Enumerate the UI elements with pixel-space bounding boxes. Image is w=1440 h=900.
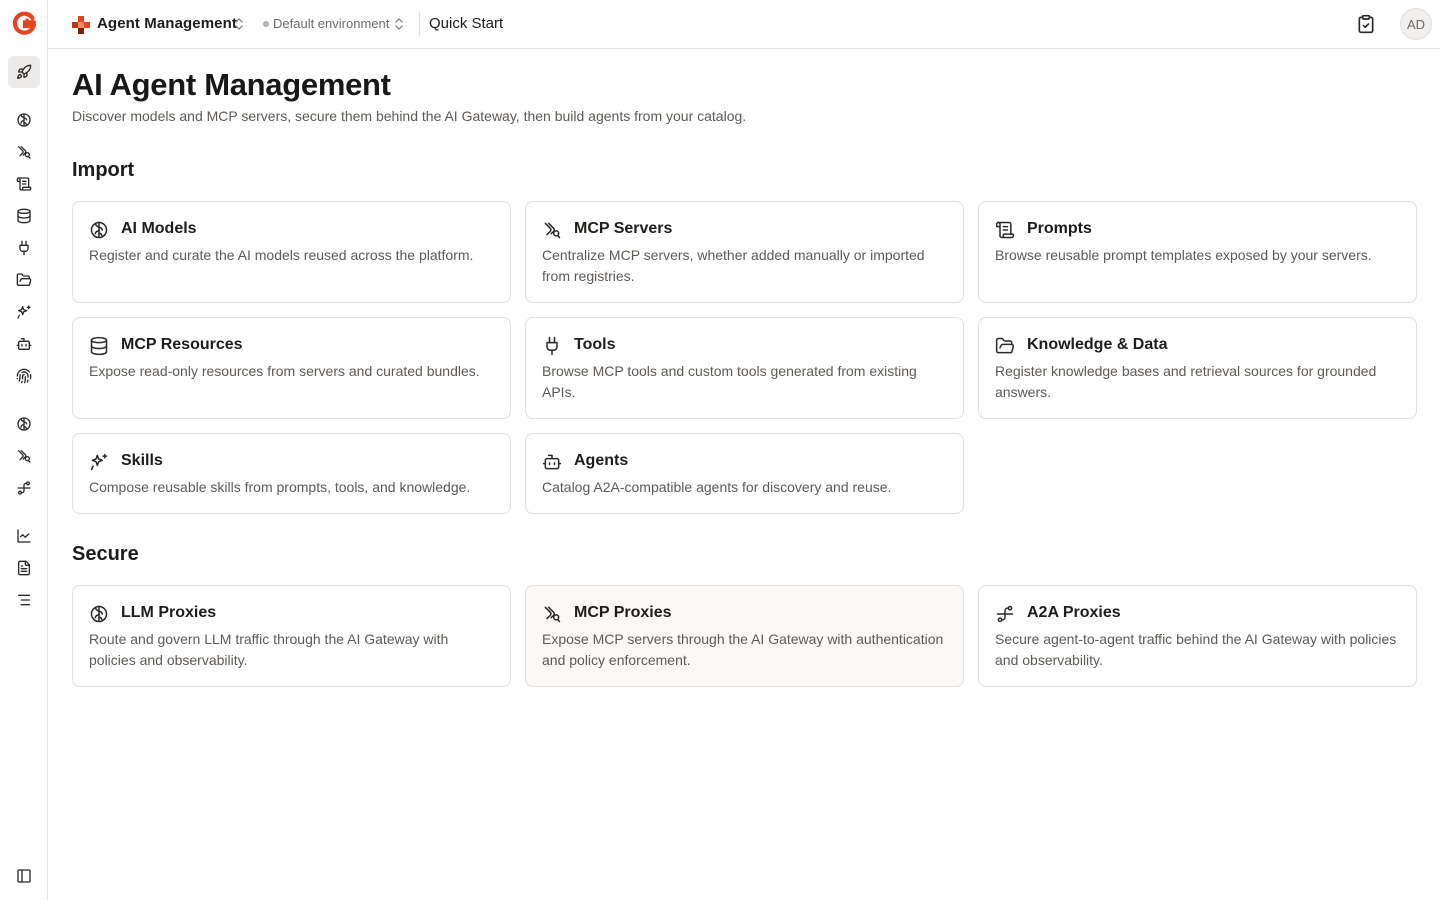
card-description: Catalog A2A-compatible agents for discovery and reuse. [542,479,892,495]
card-title: AI Models [121,220,197,237]
card-a2a-proxies[interactable] [978,585,1417,687]
card-mcp-servers[interactable] [525,201,964,303]
card-description: Centralize MCP servers, whether added manually or imported from registries. [542,247,925,284]
sidebar [0,0,48,900]
card-ai-models[interactable] [72,201,511,303]
environment-switcher[interactable]: Default environment [273,16,390,31]
database-icon [16,208,32,224]
mcp-server-icon [16,448,32,464]
card-description: Route and govern LLM traffic through the AI Gateway with policies and observability. [89,631,449,668]
card-title: Knowledge & Data [1027,336,1168,353]
mcp-server-icon [542,604,562,624]
card-mcp-proxies[interactable] [525,585,964,687]
card-title: MCP Resources [121,336,243,353]
scroll-icon [16,176,32,192]
product-switcher[interactable]: Agent Management [97,15,237,32]
brain-icon [16,416,32,432]
plug-icon [542,336,562,356]
card-title: MCP Proxies [574,604,672,621]
card-skills[interactable] [72,433,511,514]
card-title: Agents [574,452,629,469]
app-logo[interactable] [12,11,36,35]
card-description: Secure agent-to-agent traffic behind the AI Gateway with policies and observability. [995,631,1397,668]
card-description: Expose MCP servers through the AI Gateway with authentication and policy enforcement. [542,631,944,668]
sidebar-item-mcp-proxies[interactable] [8,440,40,472]
card-title: LLM Proxies [121,604,217,621]
card-mcp-resources[interactable] [72,317,511,419]
sidebar-item-logs[interactable] [8,552,40,584]
bot-icon [542,452,562,472]
line-chart-icon [16,528,32,544]
card-llm-proxies[interactable] [72,585,511,687]
panel-left-icon [16,868,32,884]
sidebar-item-identity[interactable] [8,360,40,392]
card-description: Browse reusable prompt templates exposed by your servers. [995,247,1372,263]
card-description: Register and curate the AI models reused across the platform. [89,247,474,263]
list-icon [16,592,32,608]
card-tools[interactable] [525,317,964,419]
sidebar-item-agents[interactable] [8,328,40,360]
sidebar-item-ai-models[interactable] [8,104,40,136]
folder-open-icon [995,336,1015,356]
sidebar-item-analytics[interactable] [8,520,40,552]
clipboard-check-icon[interactable] [1356,14,1376,34]
fingerprint-icon [16,368,32,384]
breadcrumb-quick-start[interactable]: Quick Start [429,15,504,32]
plug-icon [16,240,32,256]
sidebar-item-mcp-resources[interactable] [8,200,40,232]
card-prompts[interactable] [978,201,1417,303]
chevrons-up-down-icon[interactable] [394,17,404,31]
card-title: MCP Servers [574,220,673,237]
brain-icon [89,220,109,240]
bot-icon [16,336,32,352]
mcp-server-icon [542,220,562,240]
card-title: A2A Proxies [1027,604,1121,621]
product-logo [72,16,90,34]
brain-icon [89,604,109,624]
route-icon [16,480,32,496]
sidebar-item-quick-start[interactable] [8,56,40,88]
card-title: Tools [574,336,616,353]
card-description: Compose reusable skills from prompts, tools, and knowledge. [89,479,471,495]
page-subtitle: Discover models and MCP servers, secure them behind the AI Gateway, then build agents from your catalog. [72,108,747,124]
toggle-sidebar-button[interactable] [8,860,40,892]
card-title: Prompts [1027,220,1092,237]
rocket-icon [16,64,32,80]
card-description: Browse MCP tools and custom tools generated from existing APIs. [542,363,917,400]
card-description: Expose read-only resources from servers and curated bundles. [89,363,480,379]
sparkles-icon [16,304,32,320]
section-title-secure: Secure [72,543,139,565]
database-icon [89,336,109,356]
card-agents[interactable] [525,433,964,514]
folder-open-icon [16,272,32,288]
card-title: Skills [121,452,163,469]
route-icon [995,604,1015,624]
sidebar-item-knowledge[interactable] [8,264,40,296]
user-menu[interactable] [1400,0,1432,49]
sidebar-item-llm-proxies[interactable] [8,408,40,440]
sidebar-item-tools[interactable] [8,232,40,264]
section-title-import: Import [72,159,135,181]
mcp-server-icon [16,144,32,160]
top-bar [48,0,1440,49]
sidebar-item-a2a-proxies[interactable] [8,472,40,504]
avatar[interactable]: AD [1400,8,1432,40]
divider [419,12,420,36]
sidebar-item-skills[interactable] [8,296,40,328]
scroll-icon [995,220,1015,240]
environment-status-dot [263,21,269,27]
card-description: Register knowledge bases and retrieval sources for grounded answers. [995,363,1377,400]
sidebar-item-mcp-servers[interactable] [8,136,40,168]
sparkles-icon [89,452,109,472]
brain-icon [16,112,32,128]
sidebar-item-list[interactable] [8,584,40,616]
chevrons-up-down-icon[interactable] [234,17,244,31]
page-title: AI Agent Management [72,67,391,102]
file-text-icon [16,560,32,576]
card-knowledge-data[interactable] [978,317,1417,419]
sidebar-item-prompts[interactable] [8,168,40,200]
